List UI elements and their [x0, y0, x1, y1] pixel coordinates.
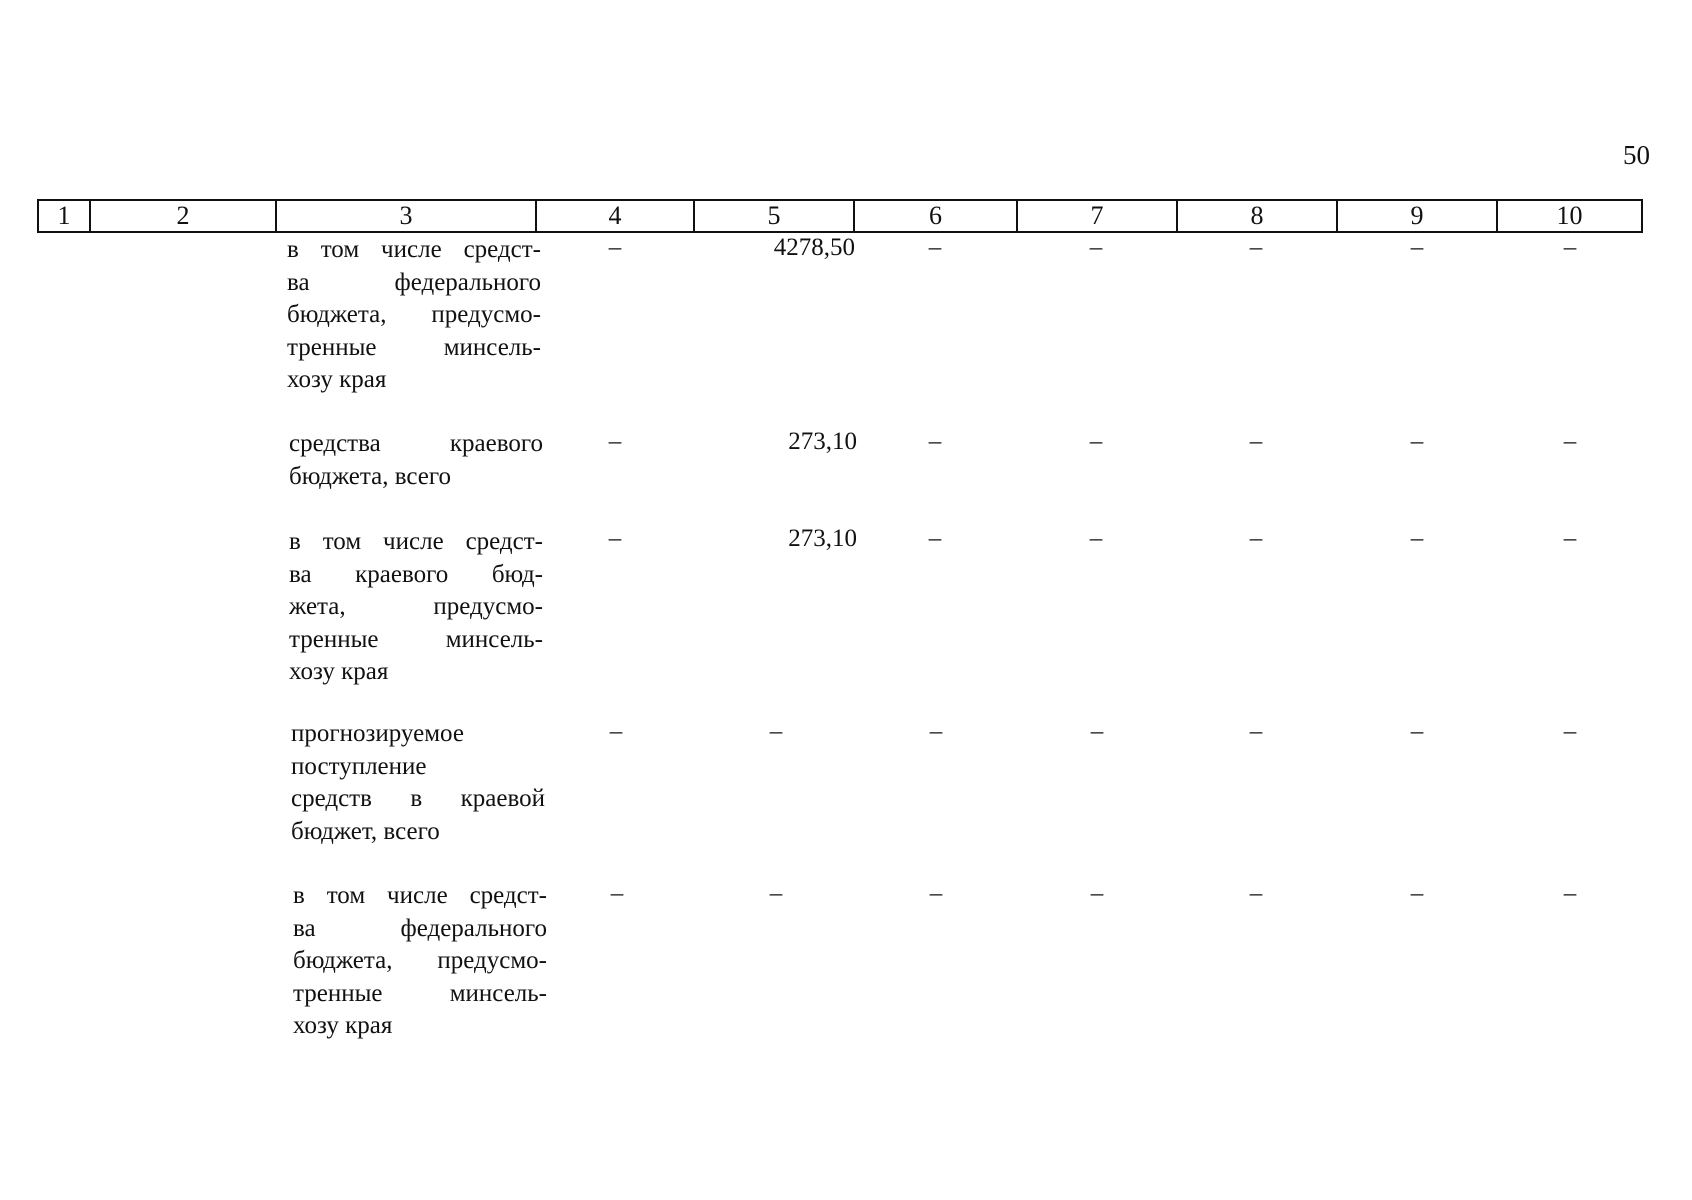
header-cell-col-8: 8 — [1177, 200, 1337, 232]
row-3-line-5: хозу края — [289, 658, 389, 686]
row-4-col-5: – — [769, 718, 783, 745]
row-3-line-3: жета, предусмо- — [289, 593, 543, 621]
row-4-col-7: – — [1090, 718, 1104, 745]
row-2-line-1: средства краевого — [289, 430, 543, 457]
row-4-line-3: средств в краевой — [291, 785, 545, 813]
row-4-col-9: – — [1410, 718, 1424, 745]
header-cell-col-2: 2 — [90, 200, 276, 232]
row-1-description — [287, 234, 541, 397]
row-4-col-10: – — [1563, 718, 1577, 745]
row-2-col-5: 273,10 — [788, 428, 857, 455]
row-3-col-9: – — [1410, 525, 1424, 552]
row-2-col-8: – — [1249, 428, 1263, 455]
row-4-line-2: поступление — [291, 752, 427, 780]
row-1-col-4: – — [608, 234, 622, 261]
row-5-line-1: в том числе средст- — [293, 882, 547, 909]
header-cell-col-10: 10 — [1497, 200, 1642, 232]
header-cell-col-4: 4 — [536, 200, 694, 232]
row-2-line-2: бюджета, всего — [289, 462, 451, 490]
row-5-line-2: ва федерального — [293, 914, 547, 942]
row-1-col-8: – — [1249, 234, 1263, 261]
row-3-col-7: – — [1089, 525, 1103, 552]
row-2-col-9: – — [1410, 428, 1424, 455]
row-3-line-4: тренные минсель- — [289, 625, 543, 653]
row-4-line-1: прогнозируемое — [291, 720, 464, 747]
row-3-description — [289, 526, 543, 689]
row-2-col-10: – — [1563, 428, 1577, 455]
header-cell-col-7: 7 — [1017, 200, 1177, 232]
row-3-line-2: ва краевого бюд- — [289, 560, 543, 588]
row-5-line-4: тренные минсель- — [293, 979, 547, 1007]
row-5-col-8: – — [1249, 880, 1263, 907]
row-4-line-4: бюджет, всего — [291, 817, 440, 845]
row-5-line-3: бюджета, предусмо- — [293, 947, 547, 975]
row-1-col-5: 4278,50 — [773, 234, 855, 261]
row-3-col-6: – — [928, 525, 942, 552]
row-4-col-8: – — [1249, 718, 1263, 745]
row-1-line-5: хозу края — [287, 366, 387, 394]
row-5-col-7: – — [1090, 880, 1104, 907]
row-3-col-10: – — [1563, 525, 1577, 552]
row-1-col-7: – — [1089, 234, 1103, 261]
row-1-line-1: в том числе средст- — [287, 236, 541, 263]
header-cell-col-1: 1 — [38, 200, 90, 232]
row-3-col-4: – — [608, 525, 622, 552]
row-5-col-10: – — [1563, 880, 1577, 907]
page-number: 50 — [1623, 140, 1650, 170]
row-2-description — [289, 428, 543, 493]
row-1-line-4: тренные минсель- — [287, 333, 541, 361]
row-4-description — [291, 718, 545, 848]
row-2-col-4: – — [608, 428, 622, 455]
row-5-col-9: – — [1410, 880, 1424, 907]
row-4-col-6: – — [929, 718, 943, 745]
header-cell-col-5: 5 — [694, 200, 854, 232]
row-1-line-3: бюджета, предусмо- — [287, 301, 541, 329]
row-5-col-5: – — [769, 880, 783, 907]
row-2-col-6: – — [928, 428, 942, 455]
row-3-line-1: в том числе средст- — [289, 528, 543, 555]
row-5-description — [293, 880, 547, 1043]
row-1-col-10: – — [1563, 234, 1577, 261]
row-3-col-8: – — [1249, 525, 1263, 552]
row-4-col-4: – — [609, 718, 623, 745]
column-number-header — [37, 199, 1643, 233]
row-5-col-6: – — [929, 880, 943, 907]
row-1-line-2: ва федерального — [287, 268, 541, 296]
header-cell-col-9: 9 — [1337, 200, 1497, 232]
row-1-col-9: – — [1410, 234, 1424, 261]
header-cell-col-3: 3 — [276, 200, 536, 232]
row-1-col-6: – — [928, 234, 942, 261]
row-5-line-5: хозу края — [293, 1012, 393, 1040]
header-cell-col-6: 6 — [854, 200, 1017, 232]
row-2-col-7: – — [1089, 428, 1103, 455]
row-5-col-4: – — [610, 880, 624, 907]
row-3-col-5: 273,10 — [788, 525, 857, 552]
